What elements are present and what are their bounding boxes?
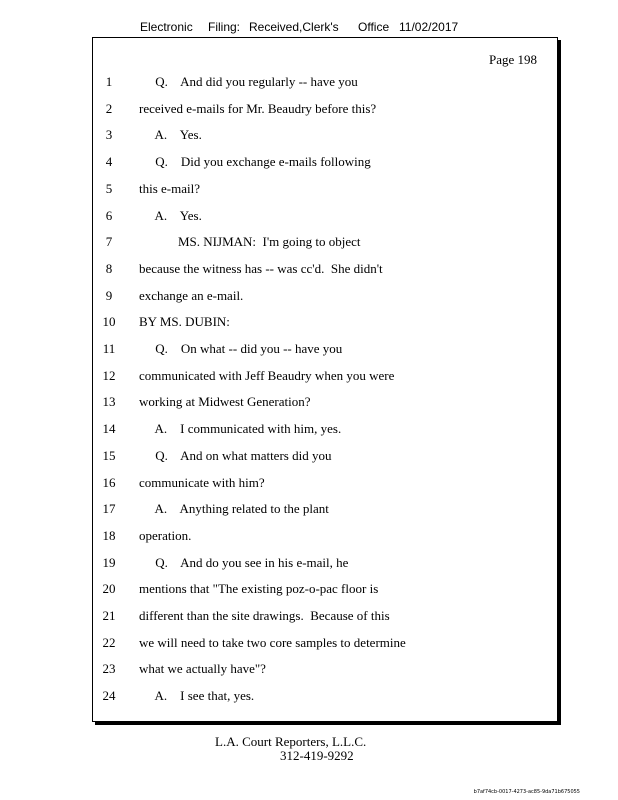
line-number: 11 [102,341,116,356]
transcript-line [93,421,553,439]
line-number: 20 [102,581,116,597]
line-number: 14 [102,421,116,437]
line-text: Q. And on what matters did you [139,447,332,463]
transcript-line [93,528,553,546]
line-number: 18 [102,527,116,543]
transcript-line [93,314,553,332]
line-text: A. Anything related to the plant [139,501,329,517]
header-electronic: Electronic [140,20,193,34]
transcript-line [93,635,553,653]
line-number: 10 [102,314,116,330]
header-filing: Filing: [208,20,241,34]
transcript-line [93,475,553,493]
line-number: 3 [105,127,113,143]
line-number: 23 [102,661,116,677]
line-text: exchange an e-mail. [139,287,244,303]
header-date: 11/02/2017 [399,20,459,34]
transcript-line [93,101,553,119]
line-text: we will need to take two core samples to determine [139,634,406,650]
line-text: A. I see that, yes. [139,688,255,704]
transcript-line [93,261,553,279]
line-number: 12 [102,367,116,383]
line-number: 19 [102,554,116,570]
line-text: Q. On what -- did you -- have you [139,341,343,356]
line-number: 5 [105,180,113,196]
transcript-line [93,74,553,92]
transcript-line [93,208,553,226]
line-number: 21 [102,608,116,623]
line-text: Q. And do you see in his e-mail, he [139,554,349,570]
line-text: A. Yes. [139,127,202,143]
transcript-line [93,661,553,679]
transcript-line [93,368,553,386]
line-number: 9 [105,287,113,303]
transcript-line [93,581,553,599]
header-office: Office [358,20,390,34]
line-text: this e-mail? [139,180,201,196]
transcript-line [93,234,553,252]
line-text: because the witness has -- was cc'd. She didn't [139,260,383,276]
line-number: 4 [105,154,113,170]
line-text: communicated with Jeff Beaudry when you were [139,367,395,383]
line-text: received e-mails for Mr. Beaudry before this? [139,100,377,116]
line-number: 17 [102,501,116,517]
transcript-line [93,555,553,573]
line-text: BY MS. DUBIN: [139,314,230,330]
line-text: working at Midwest Generation? [139,394,311,410]
document-id: b7af74cb-0017-4273-ac85-9da71b675055 [473,789,580,795]
transcript-line [93,288,553,306]
transcript-line [93,448,553,466]
transcript-line [93,501,553,519]
transcript-line [93,154,553,172]
header-received-clerks: Received,Clerk's [249,20,339,34]
line-number: 1 [105,74,113,89]
line-text: operation. [139,527,192,543]
transcript-line [93,181,553,199]
line-text: communicate with him? [139,474,265,490]
reporter-company: L.A. Court Reporters, L.L.C. [215,734,367,749]
line-text: MS. NIJMAN: I'm going to object [139,234,361,250]
line-number: 13 [102,394,116,410]
transcript-line [93,127,553,145]
transcript-line [93,341,553,359]
line-text: A. Yes. [139,207,202,223]
line-text: Q. Did you exchange e-mails following [139,154,371,170]
line-text: what we actually have"? [139,661,266,677]
line-text: Q. And did you regularly -- have you [139,74,358,89]
line-number: 6 [105,207,113,223]
line-number: 16 [102,474,116,490]
reporter-phone: 312-419-9292 [280,748,354,763]
line-number: 15 [102,447,116,463]
line-number: 22 [102,634,116,650]
line-number: 2 [105,100,113,116]
line-text: mentions that "The existing poz-o-pac floor is [139,581,379,597]
transcript-line [93,608,553,626]
line-text: A. I communicated with him, yes. [139,421,342,437]
line-text: different than the site drawings. Because of this [139,608,390,623]
line-number: 8 [105,260,113,276]
page-number: Page 198 [488,52,537,67]
transcript-line [93,394,553,412]
line-number: 24 [102,688,116,704]
line-number: 7 [105,234,113,250]
transcript-page [92,37,558,722]
transcript-line [93,688,553,706]
